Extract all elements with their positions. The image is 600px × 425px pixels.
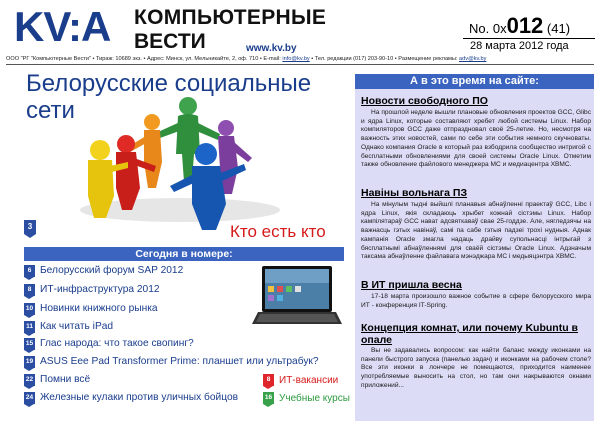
- headline-line2: сети: [26, 97, 75, 124]
- publisher-info-bar: [6, 56, 598, 63]
- toc-label: ИТ-инфраструктура 2012: [40, 284, 160, 295]
- vacancies-link[interactable]: [263, 373, 338, 387]
- toc-label: Помни всё: [40, 374, 91, 385]
- toc-item[interactable]: [24, 373, 90, 387]
- vacancies-label: ИТ-вакансии: [279, 374, 339, 386]
- page-badge: 22: [24, 374, 35, 386]
- masthead-title-line2: ВЕСТИ: [134, 30, 206, 53]
- sidebar-article-text: Вы не задавались вопросом: как найти баланс между иконками на панели быстрого запуска (панелью задач) и иконками на рабочем столе? Все эти иконки в лончере не помещаются, приходится наименее употребляемые выносить на стол, но там они накрываются окнами приложений...: [361, 347, 591, 389]
- adv-email-link[interactable]: adv@kv.by: [459, 56, 487, 62]
- page-badge: 10: [24, 303, 35, 315]
- kv-logo[interactable]: [14, 3, 111, 50]
- site-url-link[interactable]: www.kv.by: [246, 43, 297, 54]
- issue-number-value: 012: [506, 13, 544, 38]
- courses-link[interactable]: [263, 391, 350, 405]
- courses-label: Учебные курсы: [279, 392, 350, 404]
- sidebar-article-title[interactable]: Навіны вольнага ПЗ: [361, 187, 468, 199]
- social-network-illustration: [30, 92, 330, 242]
- sidebar-article-text: На мінулым тыдні выйшлі планавыя абнаўленні праектаў GCC, Libc і ядра Linux, якія складаюць хрыбет кожнай сістэмы Linux. Набор кампілятараў GCC нават адсвяткаваў свае 25-годдзе. Але, нягледзячы на важнасць гэтых навінаў, самі па сабе гэтыя падзеі трохі нудныя. Аднак кампанія Oracle змагла надаць драйву супольнасці інтрыгай з бясплатнымі абнаўленнямі для сваёй сістэмы Oracle Linux. Адзначым таксама абнаўленне файлавага мэнэджара MC і медыяцэнтра XBMC.: [361, 201, 591, 261]
- masthead: [0, 0, 600, 62]
- info-text-2: • Тел. редакции (017) 203-90-10 • Размещение рекламы:: [309, 56, 460, 62]
- logo-colon: :: [68, 3, 82, 50]
- toc-label: Белорусский форум SAP 2012: [40, 265, 184, 276]
- tablet-image: [252, 262, 342, 334]
- site-news-sidebar: [355, 74, 594, 421]
- sidebar-article-title[interactable]: Концепция комнат, или почему Kubuntu в опале: [361, 322, 578, 346]
- issue-divider: [463, 38, 595, 39]
- sidebar-article-title[interactable]: Новости свободного ПО: [361, 95, 488, 107]
- info-text-1: ООО "РГ "Компьютерные Вести" • Тираж: 10689 экз. • Адрес: Минск, ул. Мельникайте, 2, оф. 710 • E-mail:: [6, 56, 283, 62]
- toc-label: Новинки книжного рынка: [40, 303, 158, 314]
- page-badge: 11: [24, 321, 35, 333]
- toc-item[interactable]: [24, 391, 238, 405]
- toc-label: Железные кулаки против уличных бойцов: [40, 392, 239, 403]
- toc-label: ASUS Eee Pad Transformer Prime: планшет или ультрабук?: [40, 356, 319, 367]
- toc-item[interactable]: [24, 337, 194, 351]
- cover-page-badge[interactable]: 3: [24, 220, 36, 234]
- logo-a-text: A: [81, 3, 111, 50]
- page-badge: 24: [24, 392, 35, 404]
- toc-item[interactable]: [24, 302, 158, 316]
- masthead-title-line1: КОМПЬЮТЕРНЫЕ: [134, 6, 327, 29]
- page-badge: 6: [24, 265, 35, 277]
- issue-date: 28 марта 2012 года: [470, 40, 569, 52]
- page-badge: 16: [263, 392, 274, 404]
- toc-label: Глас народа: что такое свопинг?: [40, 338, 194, 349]
- kto-est-kto-link[interactable]: Кто есть кто: [230, 222, 326, 241]
- issue-suffix: (41): [546, 21, 571, 36]
- sidebar-article-title[interactable]: В ИТ пришла весна: [361, 279, 462, 291]
- in-issue-header: Сегодня в номере:: [24, 247, 344, 261]
- toc-label: Как читать iPad: [40, 321, 114, 332]
- page-badge: 15: [24, 338, 35, 350]
- purple-figure: [218, 120, 252, 194]
- page-badge: 19: [24, 356, 35, 368]
- info-email-link[interactable]: info@kv.by: [282, 56, 310, 62]
- page-badge: 8: [263, 374, 274, 386]
- headline-line1: Белорусские социальные: [26, 70, 312, 97]
- issue-prefix: No. 0x: [469, 21, 507, 36]
- page-badge: 8: [24, 284, 35, 296]
- toc-item[interactable]: [24, 320, 113, 334]
- toc-item[interactable]: [24, 283, 160, 297]
- issue-number: [469, 13, 571, 39]
- toc-item[interactable]: [24, 264, 183, 278]
- sidebar-header: А в это время на сайте:: [355, 74, 594, 89]
- sidebar-article-text: На прошлой неделе вышли плановые обновления проектов GCC, Glibc и ядра Linux, которые составляют хребет любой системы Linux. Набор компиляторов GCC даже отпраздновал своё 25-летие. Но, несмотря на важность этих новостей, сами по себе эти события немного скучноваты. Однако компания Oracle в который раз взбодрила сообщество интригой с бесплатными обновлениями для своей системы Oracle Linux. Отметим также обновление файлового менеджера MC и медиацентра XBMC.: [361, 109, 591, 169]
- header-divider: [6, 64, 594, 65]
- toc-item[interactable]: [24, 355, 319, 369]
- logo-kv-text: KV: [14, 3, 69, 50]
- sidebar-article-text: 17-18 марта произошло важное событие в сфере белорусского мира ИТ - конференция IT-Spring.: [361, 293, 591, 309]
